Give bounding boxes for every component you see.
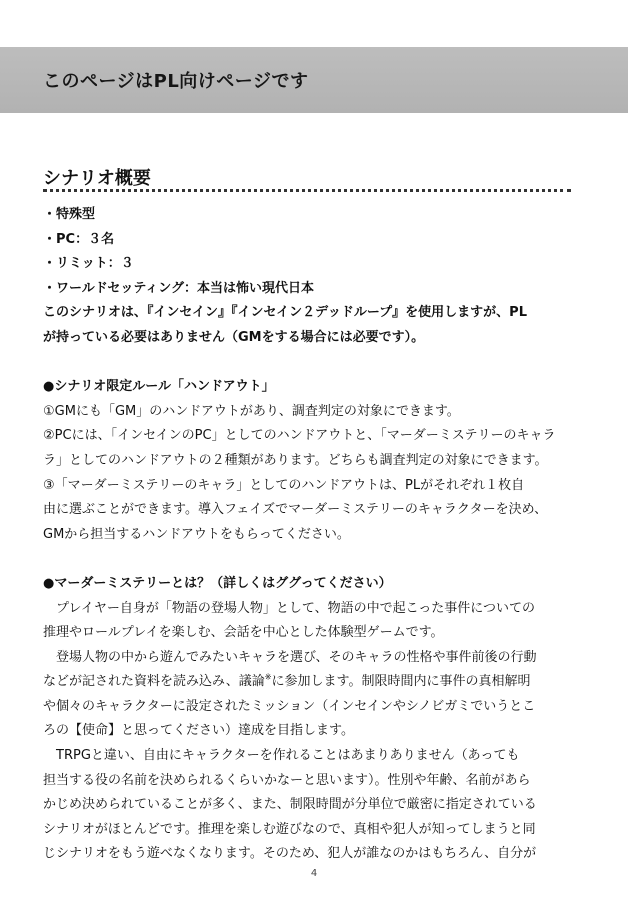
handout-rule-heading: ●シナリオ限定ルール「ハンドアウト」 — [43, 379, 275, 395]
overview-note-line: このシナリオは、『インセイン』『インセイン２デッドループ』を使用しますが、PL — [43, 305, 527, 321]
banner-title: このページはPL向けページです — [43, 71, 309, 92]
body-text: などが記された資料を読み込み、議論 — [43, 674, 265, 690]
body-line: 担当する役の名前を決められるくらいかなーと思います）。性別や年齢、名前があら — [43, 772, 531, 788]
body-line: プレイヤー自身が「物語の登場人物」として、物語の中で起こった事件についての — [56, 600, 536, 616]
handout-rule-line: 由に選ぶことができます。導入フェイズでマーダーミステリーのキャラクターを決め、 — [43, 502, 548, 518]
body-text: に参加します。制限時間内に事件の真相解明 — [271, 674, 531, 690]
section-title: シナリオ概要 — [43, 168, 151, 189]
body-line: じシナリオをもう遊べなくなります。そのため、犯人が誰なのかはもちろん、自分が — [43, 846, 537, 862]
body-line: TRPGと違い、自由にキャラクターを作れることはあまりありません（あっても — [56, 748, 520, 764]
body-line: 登場人物の中から遊んでみたいキャラを選び、そのキャラの性格や事件前後の行動 — [56, 649, 537, 665]
body-line: ろの【使命】と思ってください）達成を目指します。 — [43, 723, 354, 739]
footnote-marker: ※ — [264, 672, 272, 682]
pl-page-banner — [0, 47, 628, 113]
page-number: 4 — [310, 868, 318, 879]
handout-rule-line: ラ」としてのハンドアウトの２種類があります。どちらも調査判定の対象にできます。 — [43, 452, 548, 468]
dotted-divider — [43, 189, 571, 192]
handout-rule-line: ②PCには、「インセインのPC」としてのハンドアウトと、「マーダーミステリーのキャラ — [43, 428, 556, 444]
overview-item: ・ワールドセッティング：本当は怖い現代日本 — [43, 280, 315, 296]
body-line: 推理やロールプレイを楽しむ、会話を中心とした体験型ゲームです。 — [43, 625, 444, 641]
page-body — [43, 203, 575, 867]
body-line: シナリオがほとんどです。推理を楽しむ遊びなので、真相や犯人が知ってしまうと同 — [43, 821, 536, 837]
handout-rule-line: ①GMにも「GM」のハンドアウトがあり、調査判定の対象にできます。 — [43, 403, 460, 419]
body-line: や個々のキャラクターに設定されたミッション（インセインやシノビガミでいうとこ — [43, 698, 536, 714]
handout-rule-line: GMから担当するハンドアウトをもらってください。 — [43, 526, 350, 542]
overview-item: ・特殊型 — [43, 207, 96, 222]
body-line — [43, 670, 575, 695]
overview-note-line: が持っている必要はありません（GMをする場合には必要です）。 — [43, 329, 425, 345]
handout-rule-line: ③「マーダーミステリーのキャラ」としてのハンドアウトは、PLがそれぞれ１枚自 — [43, 477, 525, 493]
murder-mystery-heading: ●マーダーミステリーとは？（詳しくはググってください） — [43, 575, 392, 591]
overview-item: ・PC：３名 — [43, 231, 115, 247]
overview-item: ・リミット：３ — [43, 256, 134, 272]
body-line: かじめ決められていることが多く、また、制限時間が分単位で厳密に指定されている — [43, 797, 537, 813]
